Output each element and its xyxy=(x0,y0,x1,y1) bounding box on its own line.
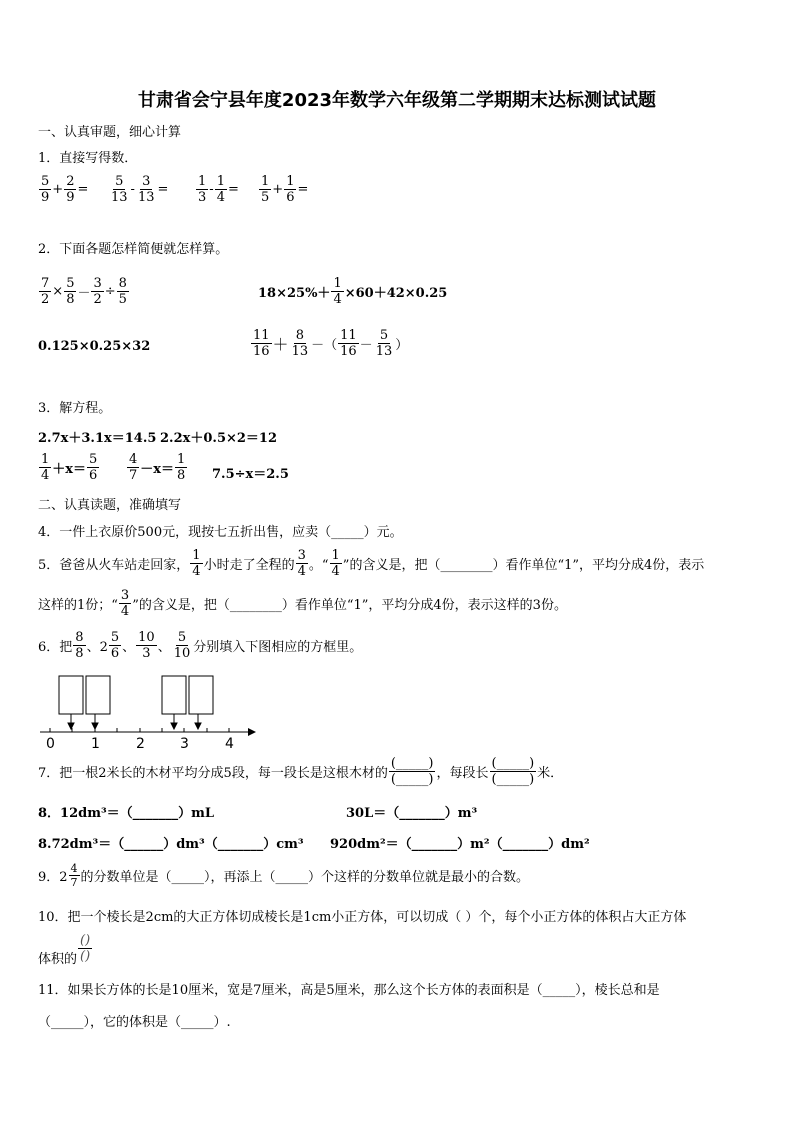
q7-text: 7．把一根2米长的木材平均分成5段，每一段长是这根木材的 $\frac{(\_\_\_\_\_)}{(\_\_\_\_\_)}$ ，每段长 $\frac{(\_\_\_\_\_)}{(\_\_\_\_\_)}$ 米． xyxy=(38,756,564,787)
q5-line-2: 这样的1份；“ $\frac{3}{4}$ ”的含义是，把（________）看作单位“1”，平均分成4份，表示这样的3份。 xyxy=(38,588,567,619)
q9-text: 9．2 $\frac{4}{7}$ 的分数单位是（_____），再添上（_____）个这样的分数单位就是最小的合数。 xyxy=(38,862,530,889)
q3-eq-5: 7.5÷x＝2.5 xyxy=(212,467,289,482)
q3-label: 3．解方程。 xyxy=(38,401,112,416)
q8-d: 920dm²＝（_______）m²（_______）dm² xyxy=(330,837,590,852)
q8-c: 8.72dm³＝（______）dm³（_______）cm³ xyxy=(38,837,304,852)
q1-expr-3: $\frac{1}{3}$ - $\frac{1}{4}$ = xyxy=(198,174,239,205)
section-1-heading: 一、认真审题，细心计算 xyxy=(38,125,182,140)
q1-expr-4: $\frac{1}{5}$ + $\frac{1}{6}$ = xyxy=(261,174,309,205)
q2-expr-3: 0.125×0.25×32 xyxy=(38,339,151,354)
q11-line-2: （_____），它的体积是（_____）. xyxy=(38,1015,231,1030)
q8-a: 8．12dm³＝（_______）mL xyxy=(38,806,215,821)
axis-arrow-icon xyxy=(248,728,256,736)
q10-line-2: 体积的 $\frac{()}{()}$ xyxy=(38,933,91,967)
q5-line-1: 5．爸爸从火车站走回家， $\frac{1}{4}$ 小时走了全程的 $\frac{3}{4}$ 。“ $\frac{1}{4}$ ”的含义是，把（________）看作单位“1”，平均分成4份，表示 xyxy=(38,548,705,579)
tick-label-4: 4 xyxy=(225,736,234,752)
q1-expr-2: $\frac{5}{13}$ - $\frac{3}{13}$ = xyxy=(111,174,169,205)
q2-expr-2: 18×25%＋ $\frac{1}{4}$ ×60＋42×0.25 xyxy=(258,276,448,307)
page-title: 甘肃省会宁县年度2023年数学六年级第二学期期末达标测试试题 xyxy=(137,90,657,111)
answer-box-2[interactable] xyxy=(86,676,110,714)
q6-text: 6．把 $\frac{8}{8}$ 、2 $\frac{5}{6}$ 、 $\frac{10}{3}$ 、 $\frac{5}{10}$ 分别填入下图相应的方框里。 xyxy=(38,630,363,661)
answer-box-3[interactable] xyxy=(162,676,186,714)
q11-line-1: 11．如果长方体的长是10厘米，宽是7厘米，高是5厘米，那么这个长方体的表面积是（_____），棱长总和是 xyxy=(38,983,660,998)
answer-box-4[interactable] xyxy=(189,676,213,714)
q10-line-1: 10．把一个棱长是2cm的大正方体切成棱长是1cm小正方体，可以切成（ ）个，每个小正方体的体积占大正方体 xyxy=(38,910,687,925)
tick-label-1: 1 xyxy=(91,736,100,752)
q4-text: 4．一件上衣原价500元，现按七五折出售，应卖（_____）元。 xyxy=(38,525,403,540)
q2-expr-1: $\frac{7}{2}$ × $\frac{5}{8}$ － $\frac{3}{2}$ ÷ $\frac{8}{5}$ xyxy=(41,276,127,307)
q1-label: 1．直接写得数． xyxy=(38,151,138,166)
section-2-heading: 二、认真读题，准确填写 xyxy=(38,498,182,513)
q3-eq-4: $\frac{4}{7}$ －x＝ $\frac{1}{8}$ xyxy=(129,452,186,483)
q3-eq-2: 2.2x＋0.5×2＝12 xyxy=(160,431,278,446)
tick-label-3: 3 xyxy=(180,736,189,752)
q1-expr-1: $\frac{5}{9}$ + $\frac{2}{9}$ = xyxy=(41,174,89,205)
pointer-arrows xyxy=(68,714,201,729)
tick-label-2: 2 xyxy=(136,736,145,752)
tick-label-0: 0 xyxy=(46,736,55,752)
q8-b: 30L＝（_______）m³ xyxy=(346,806,478,821)
axis-ticks xyxy=(50,728,229,732)
q3-eq-1: 2.7x＋3.1x＝14.5 xyxy=(38,431,157,446)
answer-box-1[interactable] xyxy=(59,676,83,714)
q2-expr-4: $\frac{11}{16}$ ＋ $\frac{8}{13}$ －（ $\frac{11}{16}$ － $\frac{5}{13}$ ） xyxy=(253,328,409,359)
q2-label: 2．下面各题怎样简便就怎样算。 xyxy=(38,242,229,257)
number-line-diagram xyxy=(30,670,260,752)
q3-eq-3: $\frac{1}{4}$ ＋x＝ $\frac{5}{6}$ xyxy=(41,452,98,483)
